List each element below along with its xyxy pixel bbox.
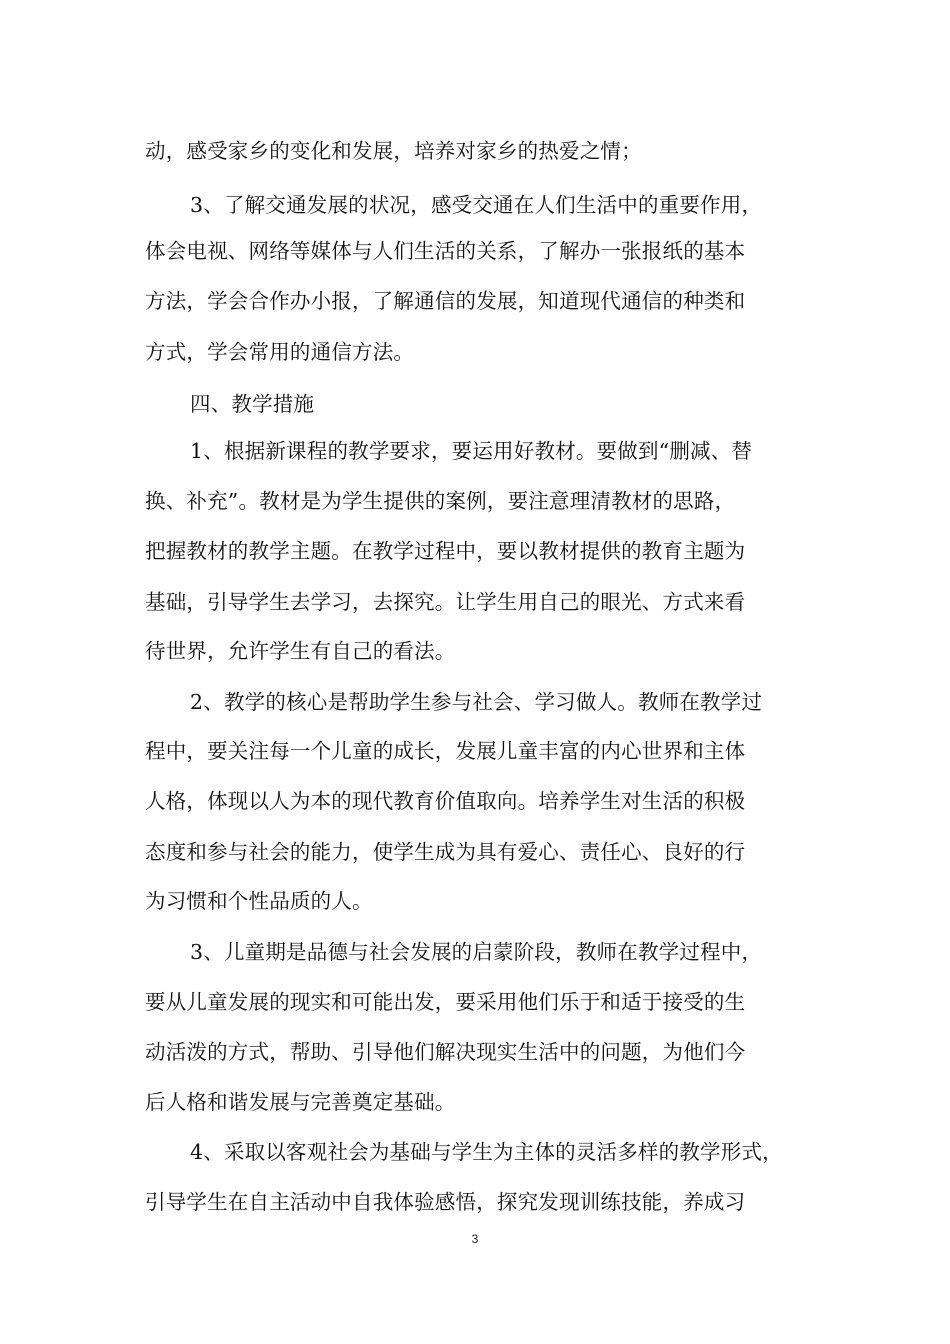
text-line: 3、儿童期是品德与社会发展的启蒙阶段，教师在教学过程中，	[190, 940, 763, 964]
text-line: 2、教学的核心是帮助学生参与社会、学习做人。教师在教学过	[190, 690, 763, 714]
text-line: 3、了解交通发展的状况，感受交通在人们生活中的重要作用，	[190, 193, 763, 217]
text-line: 后人格和谐发展与完善奠定基础。	[145, 1090, 456, 1114]
text-line: 为习惯和个性品质的人。	[145, 889, 373, 913]
text-line: 换、补充”。教材是为学生提供的案例，要注意理清教材的思路，	[145, 489, 736, 513]
text-line: 把握教材的教学主题。在教学过程中，要以教材提供的教育主题为	[145, 539, 746, 563]
text-line: 程中，要关注每一个儿童的成长，发展儿童丰富的内心世界和主体	[145, 739, 746, 763]
text-line: 要从儿童发展的现实和可能出发，要采用他们乐于和适于接受的生	[145, 990, 746, 1014]
text-line: 方式，学会常用的通信方法。	[145, 340, 415, 364]
text-line: 4、采取以客观社会为基础与学生为主体的灵活多样的教学形式，	[190, 1140, 783, 1164]
text-line: 人格，体现以人为本的现代教育价值取向。培养学生对生活的积极	[145, 789, 746, 813]
text-line: 动活泼的方式，帮助、引导他们解决现实生活中的问题，为他们今	[145, 1040, 746, 1064]
text-line: 动，感受家乡的变化和发展，培养对家乡的热爱之情；	[145, 139, 642, 163]
page-number: 3	[471, 1232, 479, 1246]
section-heading: 四、教学措施	[190, 392, 315, 416]
text-line: 引导学生在自主活动中自我体验感悟，探究发现训练技能，养成习	[145, 1190, 746, 1214]
text-line: 态度和参与社会的能力，使学生成为具有爱心、责任心、良好的行	[145, 840, 746, 864]
text-line: 基础，引导学生去学习，去探究。让学生用自己的眼光、方式来看	[145, 590, 746, 614]
text-line: 体会电视、网络等媒体与人们生活的关系，了解办一张报纸的基本	[145, 239, 746, 263]
text-line: 方法，学会合作办小报，了解通信的发展，知道现代通信的种类和	[145, 289, 746, 313]
text-line: 1、根据新课程的教学要求，要运用好教材。要做到“删减、替	[190, 439, 753, 463]
text-line: 待世界，允许学生有自己的看法。	[145, 639, 456, 663]
